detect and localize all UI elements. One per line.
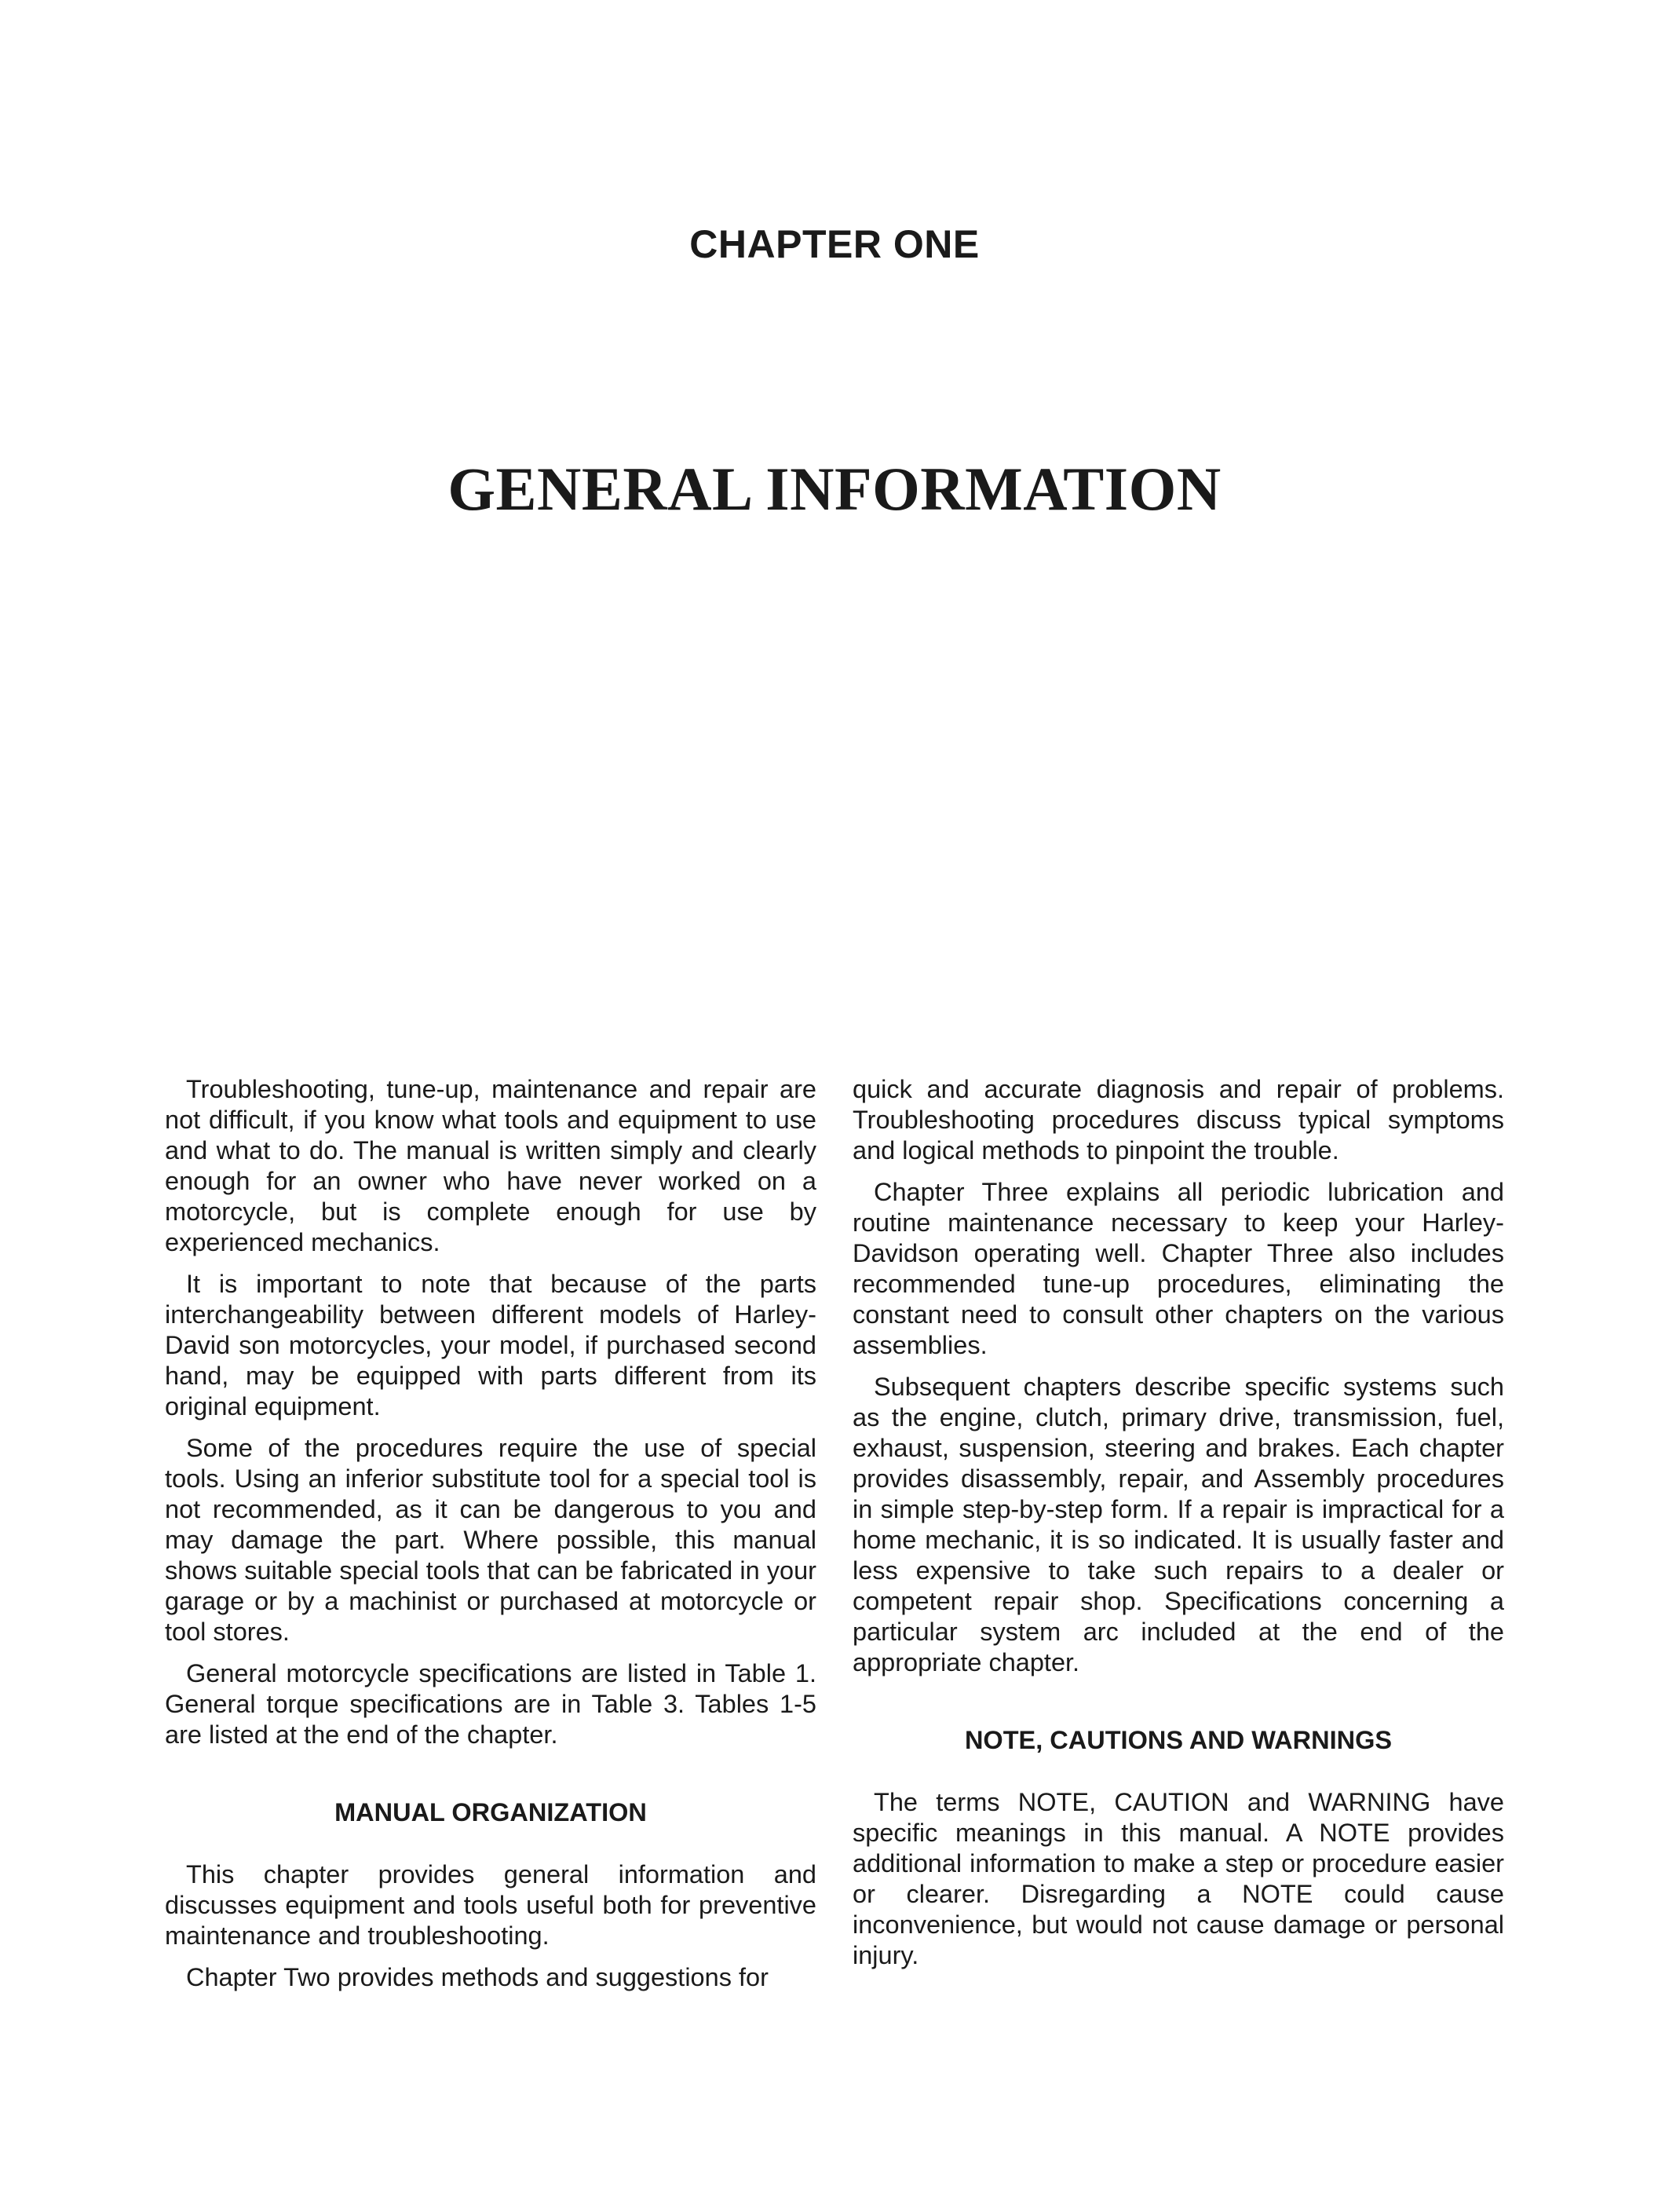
paragraph-specifications: General motorcycle specifications are listed in Table 1. General torque specifications are in Table 3. Tables 1-5 are listed at the end of the chapter.	[165, 1659, 816, 1749]
paragraph-chapter-two: Chapter Two provides methods and suggestions for	[186, 1963, 769, 1991]
chapter-title: GENERAL INFORMATION	[447, 455, 1222, 523]
chapter-label: CHAPTER ONE	[689, 222, 980, 266]
left-column	[165, 1074, 816, 2004]
heading-manual-organization: MANUAL ORGANIZATION	[334, 1798, 647, 1826]
paragraph-subsequent-chapters: Subsequent chapters describe specific systems such as the engine, clutch, primary drive, transmission, fuel, exhaust, suspension, steering and brakes. Each chapter provides disassembly, repair, and Assembly procedures in simple step-by-step form. If a repair is impractical for a home mechanic, it is so indicated. It is usually faster and less expensive to take such repairs to a dealer or competent repair shop. Specifications concerning a particular system arc included at the end of the appropriate chapter.	[853, 1373, 1504, 1676]
paragraph-note-terms: The terms NOTE, CAUTION and WARNING have specific meanings in this manual. A NOTE provides additional information to make a step or procedure easier or clearer. Disregarding a NOTE could cause inconvenience, but would not cause damage or personal injury.	[853, 1788, 1504, 1969]
paragraph-intro: Troubleshooting, tune-up, maintenance and repair are not difficult, if you know what tools and equipment to use and what to do. The manual is written simply and clearly enough for an owner who have never worked on a motorcycle, but is complete enough for use by experienced mechanics.	[165, 1075, 816, 1256]
heading-notes-cautions-warnings: NOTE, CAUTIONS AND WARNINGS	[964, 1726, 1393, 1754]
paragraph-chapter-overview: This chapter provides general information and discusses equipment and tools useful both for preventive maintenance and troubleshooting.	[165, 1860, 816, 1950]
right-column	[853, 1074, 1504, 1982]
paragraph-interchangeability: It is important to note that because of the parts interchangeability between different models of Harley-David son motorcycles, your model, if purchased second hand, may be equipped with parts different from its original equipment.	[165, 1270, 816, 1420]
paragraph-special-tools: Some of the procedures require the use of special tools. Using an inferior substitute tool for a special tool is not recommended, as it can be dangerous to you and may damage the part. Where possible, this manual shows suitable special tools that can be fabricated in your garage or by a machinist or purchased at motorcycle or tool stores.	[165, 1434, 816, 1646]
paragraph-chapter-three: Chapter Three explains all periodic lubrication and routine maintenance necessary to keep your Harley-Davidson operating well. Chapter Three also includes recommended tune-up procedures, eliminating the constant need to consult other chapters on the various assemblies.	[853, 1178, 1504, 1359]
paragraph-chapter-two-continued: quick and accurate diagnosis and repair of problems. Troubleshooting procedures discuss typical symptoms and logical methods to pinpoint the trouble.	[853, 1075, 1504, 1164]
